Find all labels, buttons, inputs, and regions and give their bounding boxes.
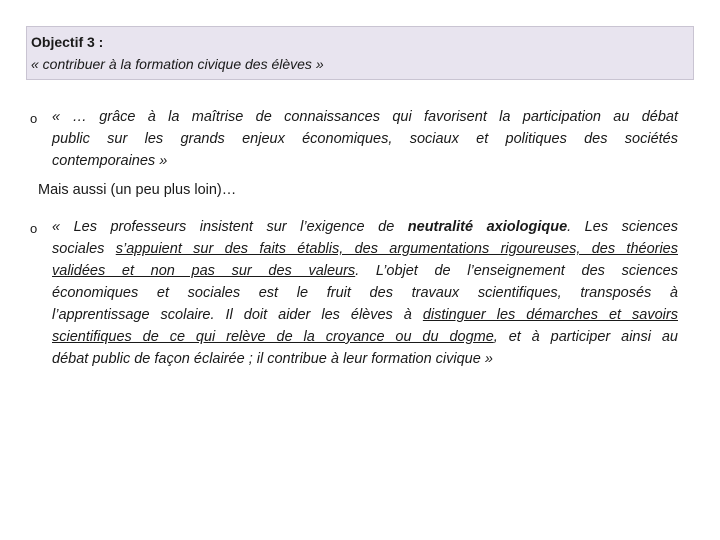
quote-2-text: . L’objet de l’enseignement des sciences [355,263,678,279]
objective-box [26,26,694,80]
quote-1-line-1: « … grâce à la maîtrise de connaissances qui favorisent la participation au débat [52,109,678,125]
quote-1-line-2: public sur les grands enjeux économiques, sociaux et politiques des sociétés [52,131,678,147]
quote-2-line-5 [52,304,678,326]
quote-2-text: sociales [52,241,116,257]
underlined-text: scientifiques de ce qui relève de la croyance ou du dogme [52,329,494,345]
quote-2 [52,216,678,370]
quote-1-line-3: contemporaines » [52,153,168,169]
quote-2-line-3 [52,260,678,282]
quote-2-text: , et à participer ainsi au [493,329,678,345]
quote-2-line-6 [52,326,678,348]
quote-1 [52,106,678,172]
quote-2-line-4: économiques et sociales est le fruit des travaux scientifiques, transposés à [52,285,678,301]
objective-title: Objectif 3 : [31,34,104,50]
quote-2-line-1 [52,216,678,238]
emphasis-neutralite: neutralité axiologique [407,219,568,235]
objective-subtitle: « contribuer à la formation civique des élèves » [31,56,324,72]
underlined-text: s’appuient sur des faits établis, des argumentations rigoureuses, des théories [115,241,678,257]
quote-2-text: . Les sciences [567,219,678,235]
underlined-text: validées et non pas sur des valeurs [52,263,356,279]
quote-2-line-7: débat public de façon éclairée ; il contribue à leur formation civique » [52,351,493,367]
quote-2-text: l’apprentissage scolaire. Il doit aider les élèves à [52,307,423,323]
bullet-marker-2: o [30,221,38,236]
underlined-text: distinguer les démarches et savoirs [422,307,678,323]
aside-text: Mais aussi (un peu plus loin)… [38,182,237,198]
quote-2-text: « Les professeurs insistent sur l’exigence de [52,219,408,235]
quote-2-line-2 [52,238,678,260]
bullet-marker-1: o [30,111,38,126]
